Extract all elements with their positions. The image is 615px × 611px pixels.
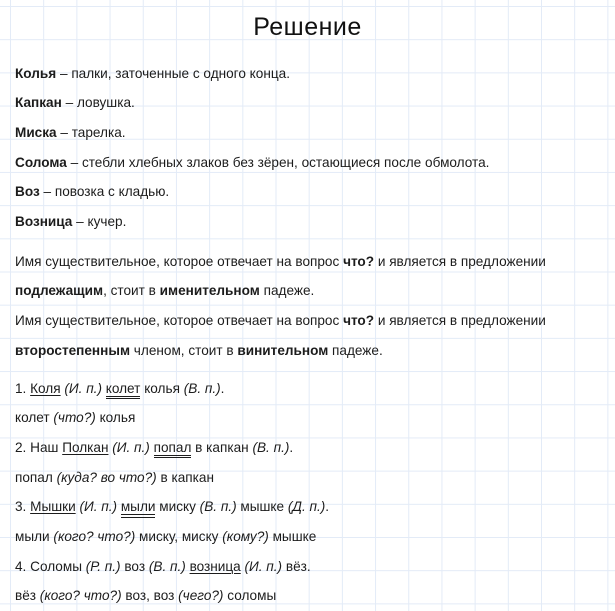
task-sentence <box>15 552 605 582</box>
task-question-pre: попал <box>15 470 57 485</box>
task-subject: Коля <box>30 381 60 396</box>
task-object-case: (В. п.) <box>252 440 289 455</box>
rule-text-part: членом, стоит в <box>130 343 237 358</box>
task-predicate: попал <box>154 440 192 456</box>
task-question-mid: миску, миску <box>135 529 222 544</box>
task-question-2: (кому?) <box>222 529 269 544</box>
task-subject-case: (И. п.) <box>245 559 283 574</box>
rule-text-part: Имя существительное, которое отвечает на вопрос <box>15 254 343 269</box>
rule-question: что? <box>343 313 374 328</box>
task-question-2: (чего?) <box>178 588 223 603</box>
vocabulary-term: Возница <box>15 214 72 229</box>
task-question-line <box>15 463 605 493</box>
task-question-pre: колет <box>15 410 53 425</box>
task-period: . <box>325 499 329 514</box>
task-period: . <box>221 381 225 396</box>
tasks-section <box>15 374 605 611</box>
task-period: вёз. <box>282 559 311 574</box>
task-object: миску <box>155 499 199 514</box>
task-predicate: мыли <box>121 499 156 515</box>
task-question-line <box>15 403 605 433</box>
task-subject: возница <box>190 559 241 574</box>
rule-text-part: и является в предложении <box>374 313 546 328</box>
document-content <box>0 42 615 611</box>
vocabulary-term: Капкан <box>15 95 62 110</box>
rule-question: что? <box>343 254 374 269</box>
task-question-line <box>15 522 605 552</box>
vocabulary-definition: ловушка. <box>77 95 135 110</box>
vocabulary-definition: стебли хлебных злаков без зёрен, остающиеся после обмолота. <box>82 155 490 170</box>
rule-paragraph <box>15 247 590 306</box>
rule-text-part: падеже. <box>328 343 382 358</box>
vocabulary-dash: – <box>76 214 84 229</box>
task-number: 1. <box>15 381 26 396</box>
task-object: колья <box>144 381 180 396</box>
task-lead: Наш <box>30 440 62 455</box>
task-sentence <box>15 374 605 404</box>
task-question: (куда? во что?) <box>57 470 157 485</box>
vocabulary-dash: – <box>71 155 79 170</box>
task-question-mid: воз, воз <box>122 588 179 603</box>
task-sentence <box>15 433 605 463</box>
task-mid-case: (В. п.) <box>149 559 186 574</box>
task-question-post: мышке <box>269 529 316 544</box>
task-object-case: (В. п.) <box>184 381 221 396</box>
vocabulary-definition: тарелка. <box>72 125 126 140</box>
task-object: в капкан <box>191 440 252 455</box>
vocabulary-definition: кучер. <box>87 214 126 229</box>
task-period: . <box>289 440 293 455</box>
vocabulary-term: Колья <box>15 66 56 81</box>
vocabulary-item <box>15 88 605 118</box>
vocabulary-term: Солома <box>15 155 67 170</box>
page-title: Решение <box>0 0 615 42</box>
vocabulary-definition: повозка с кладью. <box>55 184 169 199</box>
task-question-post: соломы <box>223 588 276 603</box>
rule-sentence-member: второстепенным <box>15 343 130 358</box>
task-sentence <box>15 492 605 522</box>
rule-text-part: , стоит в <box>103 283 160 298</box>
vocabulary-item <box>15 177 605 207</box>
rules-section <box>15 247 605 366</box>
vocabulary-item <box>15 207 605 237</box>
task-object-2: мышке <box>237 499 288 514</box>
task-question-post: в капкан <box>157 470 214 485</box>
task-subject-case: (И. п.) <box>79 499 117 514</box>
vocabulary-dash: – <box>43 184 51 199</box>
task-object-case-2: (Д. п.) <box>288 499 325 514</box>
rule-case-name: именительном <box>160 283 260 298</box>
task-subject-case: (И. п.) <box>112 440 150 455</box>
vocabulary-item <box>15 118 605 148</box>
task-predicate: колет <box>106 381 141 397</box>
task-object-case: (В. п.) <box>200 499 237 514</box>
task-question-pre: вёз <box>15 588 40 603</box>
task-subject-case: (И. п.) <box>64 381 102 396</box>
rule-text-part: и является в предложении <box>374 254 546 269</box>
rule-sentence-member: подлежащим <box>15 283 103 298</box>
task-question-pre: мыли <box>15 529 53 544</box>
vocabulary-dash: – <box>60 125 68 140</box>
vocabulary-item <box>15 148 605 178</box>
rule-text-part: падеже. <box>260 283 314 298</box>
task-question-line <box>15 581 605 611</box>
task-number: 3. <box>15 499 26 514</box>
task-lead-case: (Р. п.) <box>86 559 121 574</box>
task-number: 2. <box>15 440 26 455</box>
vocabulary-term: Миска <box>15 125 57 140</box>
vocabulary-definition: палки, заточенные с одного конца. <box>71 66 290 81</box>
vocabulary-dash: – <box>60 66 68 81</box>
task-lead: Соломы <box>30 559 86 574</box>
task-subject: Мышки <box>30 499 76 514</box>
vocabulary-section <box>15 59 605 237</box>
rule-paragraph <box>15 306 590 365</box>
task-mid: воз <box>121 559 149 574</box>
vocabulary-term: Воз <box>15 184 40 199</box>
vocabulary-item <box>15 59 605 89</box>
task-question: (кого? что?) <box>53 529 135 544</box>
task-subject: Полкан <box>62 440 108 455</box>
task-question: (кого? что?) <box>40 588 122 603</box>
task-number: 4. <box>15 559 26 574</box>
task-question-post: колья <box>96 410 136 425</box>
rule-text-part: Имя существительное, которое отвечает на вопрос <box>15 313 343 328</box>
vocabulary-dash: – <box>66 95 74 110</box>
rule-case-name: винительном <box>237 343 328 358</box>
task-question: (что?) <box>53 410 95 425</box>
